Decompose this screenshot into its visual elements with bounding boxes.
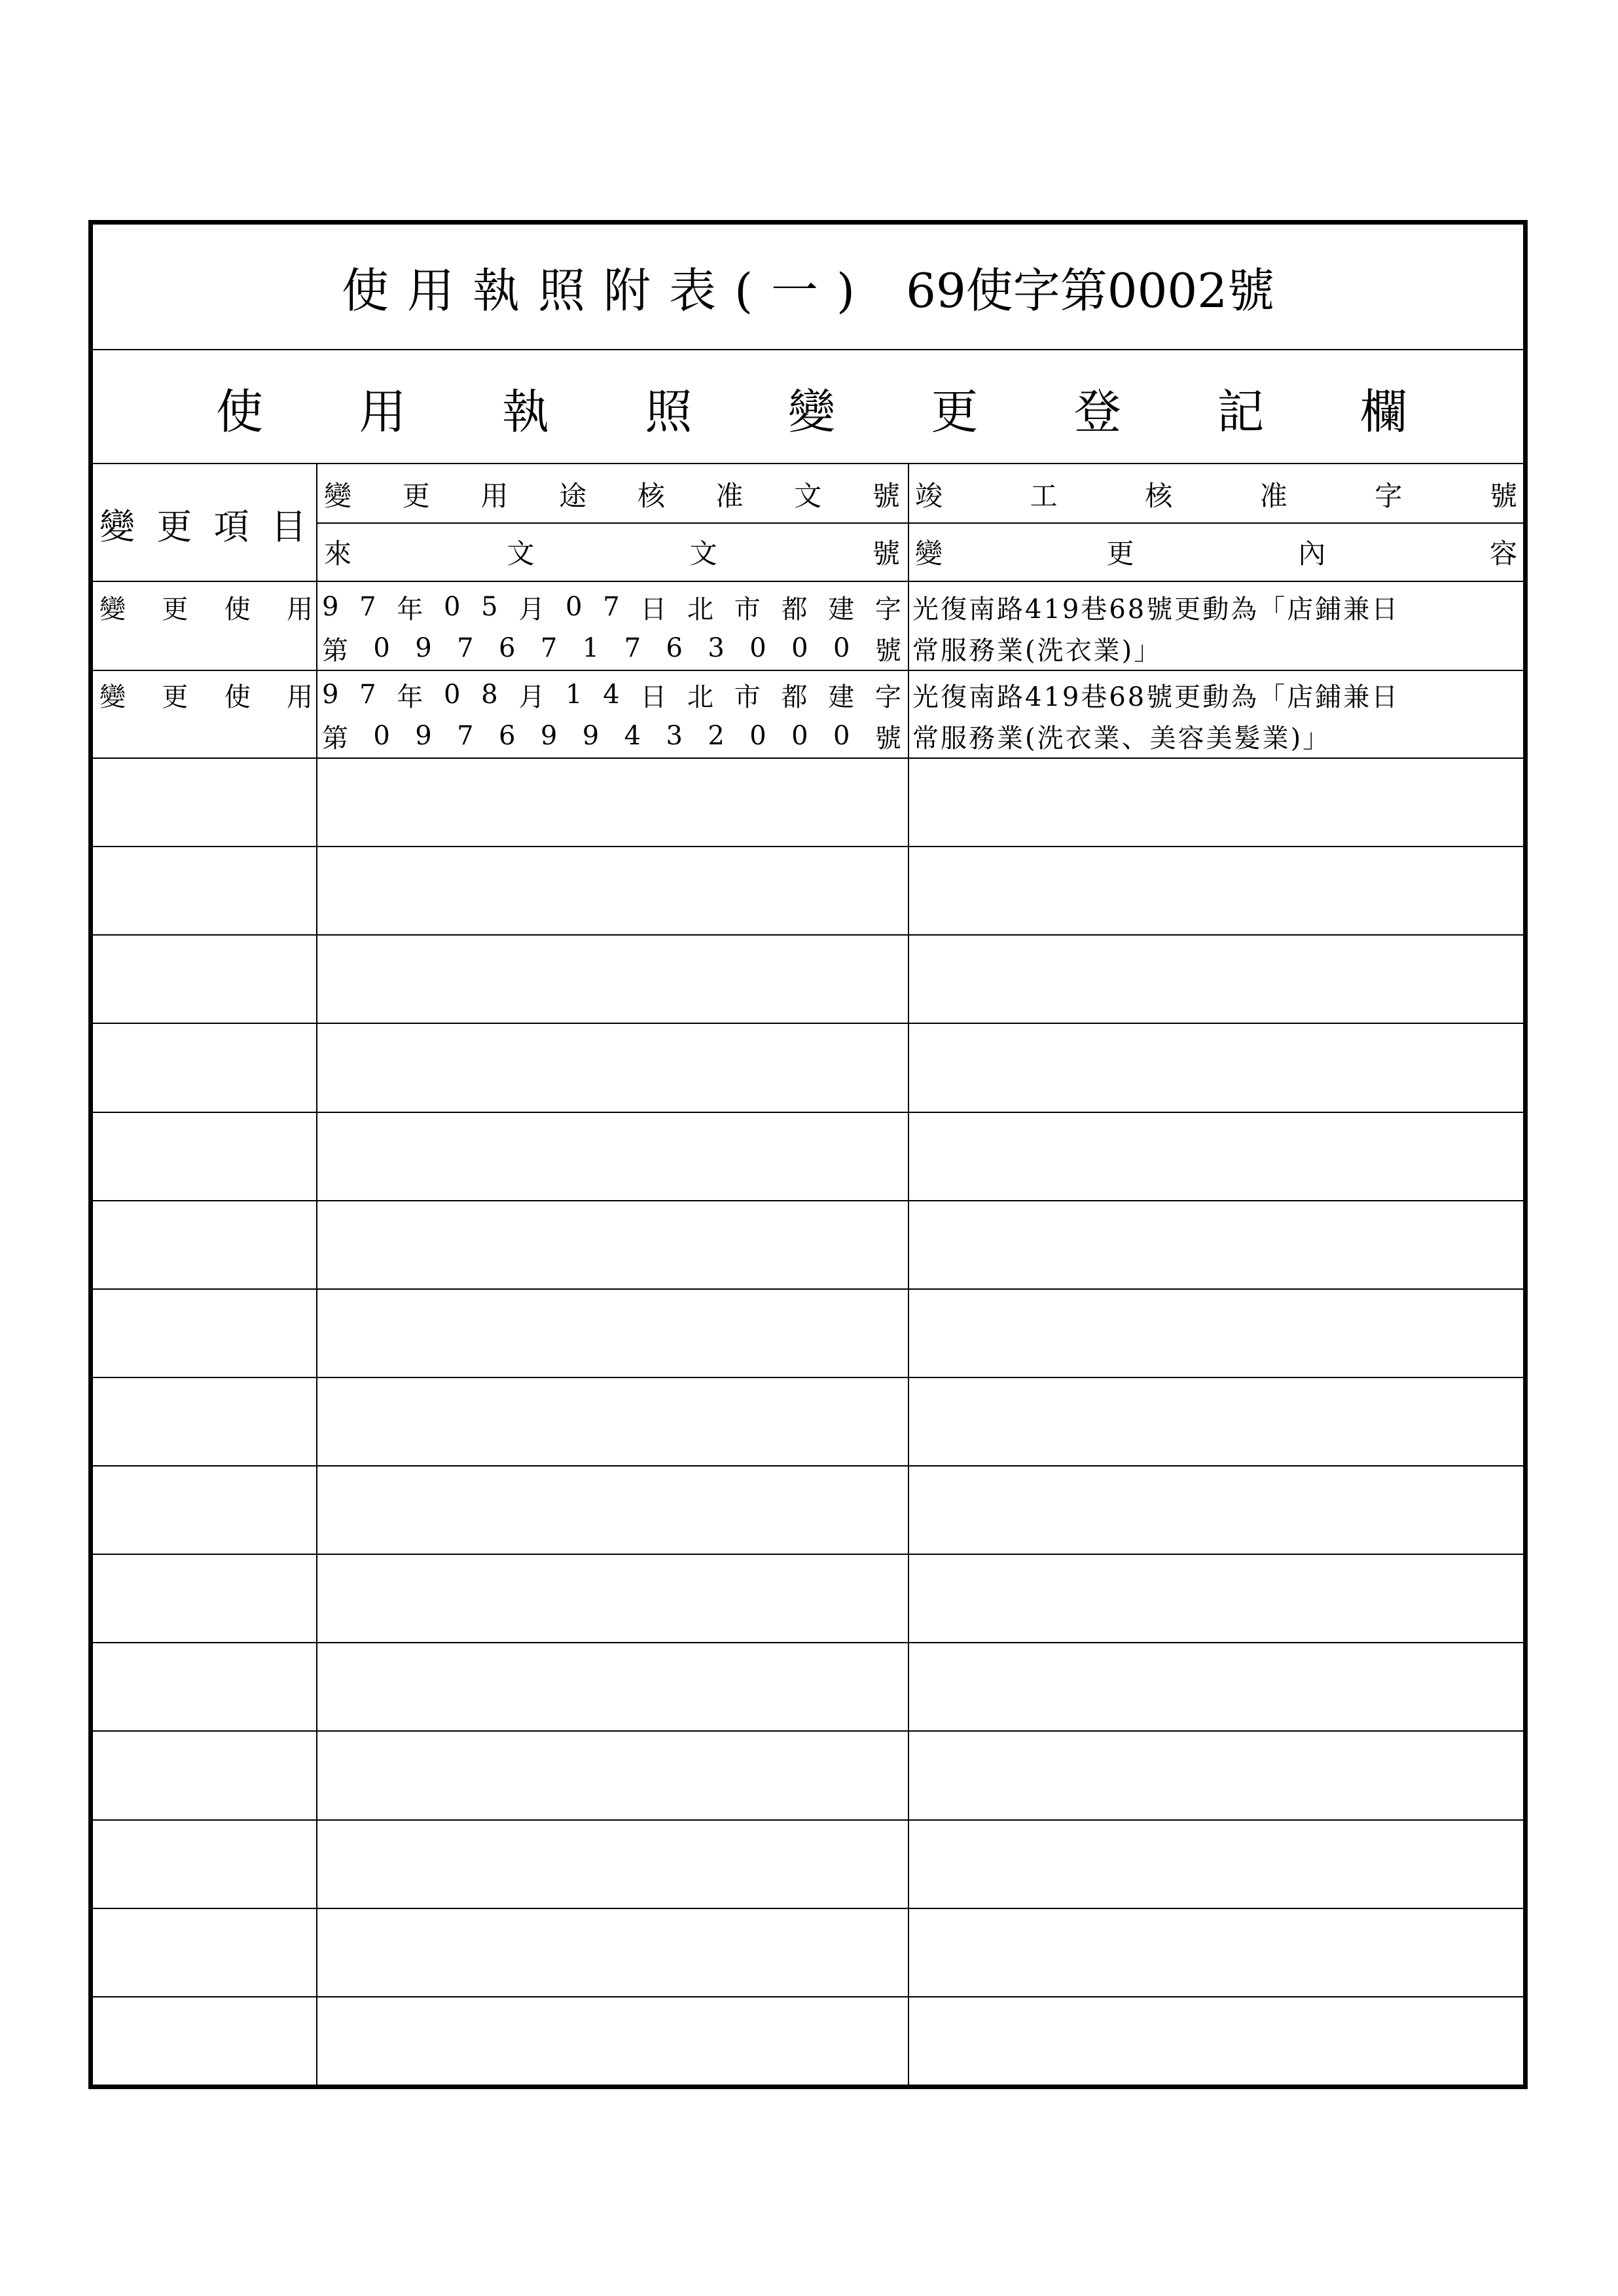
header-approval-no: 變 更 用 途 核 准 文 號: [324, 480, 900, 512]
row-1-content-line2: 常服務業(洗衣業)」: [912, 635, 1162, 666]
empty-row-divider: [93, 1554, 1523, 1555]
title-part-main: 使用執照附表(一): [341, 263, 874, 318]
form-title: [93, 225, 1523, 349]
row-2-item: 變 更 使 用: [99, 682, 313, 712]
empty-row-divider: [93, 1730, 1523, 1732]
empty-row-divider: [93, 1200, 1523, 1201]
header-change-item: 變 更 項 目: [99, 505, 306, 547]
row-1-doc-line2: 第 0 9 7 6 7 1 7 6 3 0 0 0 號: [322, 633, 901, 666]
header-incoming-no: 來 文 文 號: [324, 538, 900, 570]
empty-row-divider: [93, 1377, 1523, 1378]
row-2-content-line2: 常服務業(洗衣業、美容美髮業)」: [912, 723, 1331, 754]
empty-row-divider: [93, 1642, 1523, 1643]
title-part-number: 69使字第0002號: [906, 263, 1275, 318]
row-1-doc-line1: 9 7 年 0 5 月 0 7 日 北 市 都 建 字: [322, 592, 901, 625]
row-2-content-line1: 光復南路419巷68號更動為「店鋪兼日: [912, 682, 1400, 712]
empty-row-divider: [93, 1288, 1523, 1290]
empty-row-divider: [93, 1819, 1523, 1821]
empty-row-divider: [93, 1996, 1523, 1997]
row-1-content-line1: 光復南路419巷68號更動為「店鋪兼日: [912, 594, 1400, 625]
header-completion-no: 竣 工 核 准 字 號: [915, 480, 1517, 512]
empty-row-divider: [93, 846, 1523, 847]
row-1-item: 變 更 使 用: [99, 594, 313, 625]
row-2-doc-line2: 第 0 9 7 6 9 9 4 3 2 0 0 0 號: [322, 721, 901, 754]
row-2-doc-line1: 9 7 年 0 8 月 1 4 日 北 市 都 建 字: [322, 680, 901, 712]
empty-row-divider: [93, 1908, 1523, 1909]
header-change-content: 變 更 內 容: [915, 538, 1517, 570]
empty-row-divider: [93, 934, 1523, 936]
empty-row-divider: [93, 1465, 1523, 1467]
form-subtitle: 使 用 執 照 變 更 登 記 欄: [216, 384, 1407, 439]
empty-row-divider: [93, 1112, 1523, 1113]
empty-row-divider: [93, 1023, 1523, 1024]
